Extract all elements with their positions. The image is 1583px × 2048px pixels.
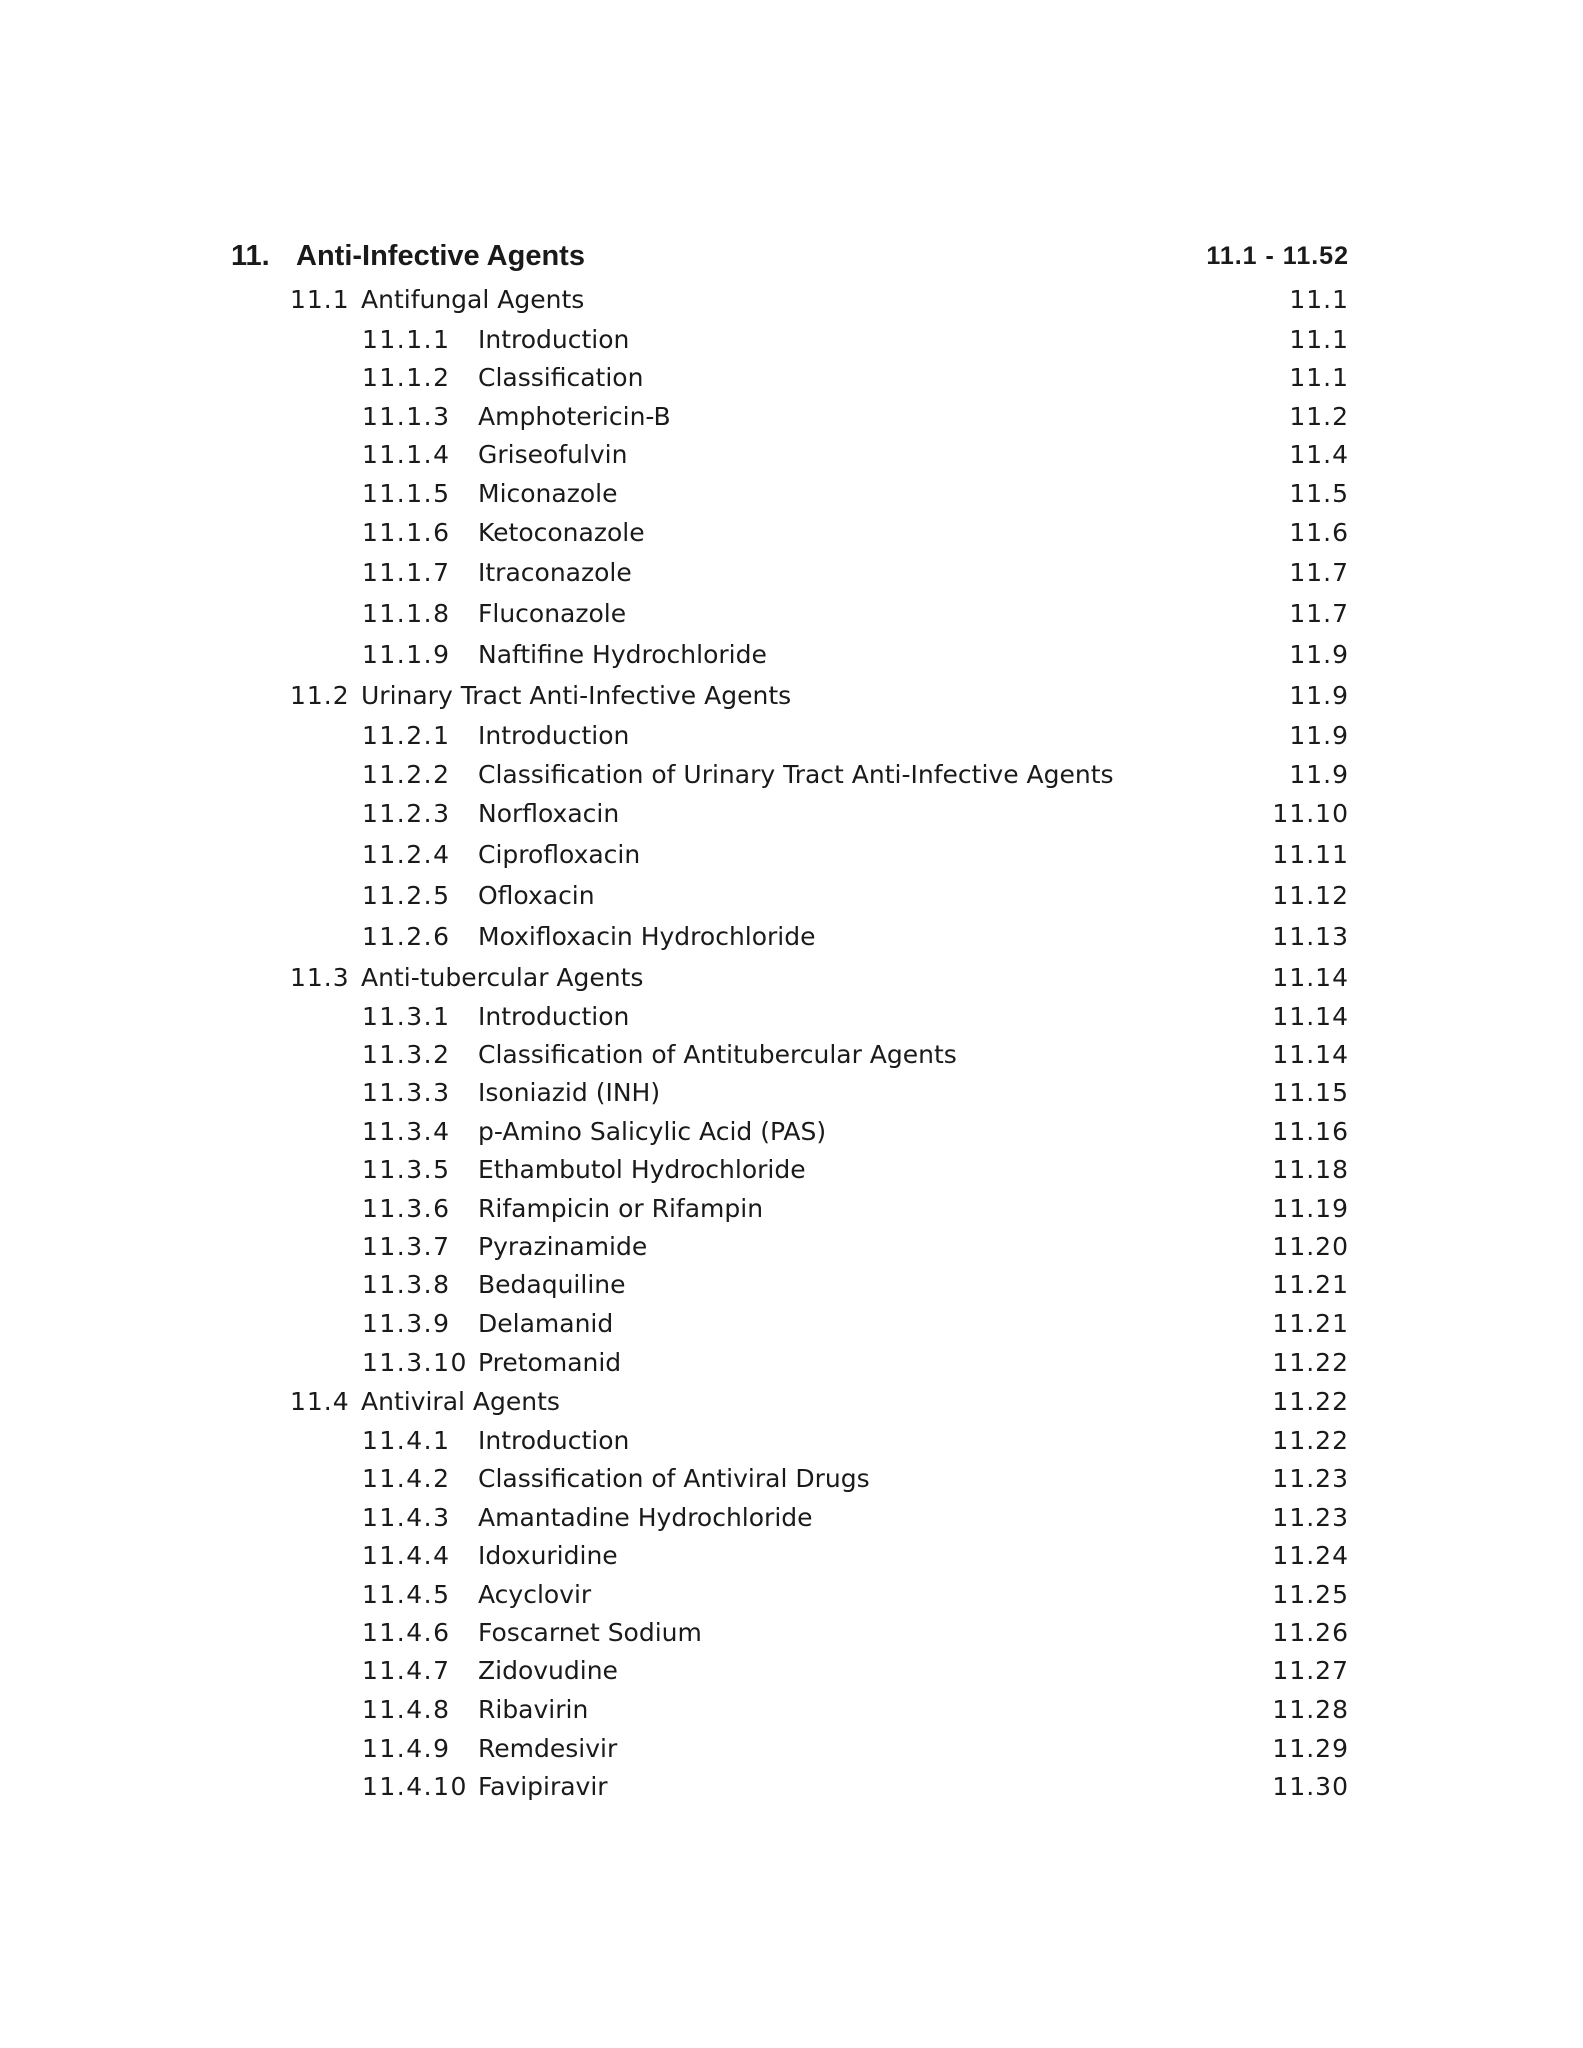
entry-title: Anti-tubercular Agents <box>361 963 644 992</box>
entry-title: Bedaquiline <box>478 1270 626 1299</box>
entry-number: 11.3.5 <box>362 1155 451 1184</box>
entry-number: 11.4 <box>290 1387 350 1416</box>
entry-number: 11.3.8 <box>362 1270 451 1299</box>
toc-subsection-entry <box>0 1112 1349 1152</box>
entry-title: Moxifloxacin Hydrochloride <box>478 922 816 951</box>
entry-number: 11.2 <box>290 681 350 710</box>
toc-subsection-entry <box>0 1575 1349 1615</box>
entry-page-number: 11.23 <box>1272 1464 1349 1493</box>
toc-subsection-entry <box>0 1613 1349 1653</box>
entry-title: p-Amino Salicylic Acid (PAS) <box>478 1117 827 1146</box>
entry-number: 11.2.2 <box>362 760 451 789</box>
entry-title: Miconazole <box>478 479 618 508</box>
entry-title: Introduction <box>478 721 630 750</box>
entry-page-number: 11.6 <box>1289 518 1349 547</box>
entry-page-number: 11.22 <box>1272 1426 1349 1455</box>
entry-page-number: 11.5 <box>1289 479 1349 508</box>
entry-title: Naftifine Hydrochloride <box>478 640 767 669</box>
entry-page-number: 11.7 <box>1289 558 1349 587</box>
entry-number: 11.1.2 <box>362 363 451 392</box>
entry-page-number: 11.10 <box>1272 799 1349 828</box>
entry-page-number: 11.21 <box>1272 1270 1349 1299</box>
entry-page-number: 11.16 <box>1272 1117 1349 1146</box>
entry-page-number: 11.13 <box>1272 922 1349 951</box>
entry-title: Favipiravir <box>478 1772 608 1801</box>
entry-title: Amantadine Hydrochloride <box>478 1503 813 1532</box>
chapter-number: 11. <box>231 240 270 272</box>
entry-page-number: 11.26 <box>1272 1618 1349 1647</box>
entry-page-number: 11.1 <box>1289 325 1349 354</box>
entry-number: 11.4.3 <box>362 1503 451 1532</box>
toc-subsection-entry <box>0 997 1349 1037</box>
entry-title: Isoniazid (INH) <box>478 1078 661 1107</box>
entry-number: 11.4.5 <box>362 1580 451 1609</box>
entry-title: Amphotericin-B <box>478 402 671 431</box>
entry-title: Pretomanid <box>478 1348 622 1377</box>
entry-page-number: 11.9 <box>1289 760 1349 789</box>
entry-page-number: 11.15 <box>1272 1078 1349 1107</box>
toc-subsection-entry <box>0 594 1349 634</box>
toc-subsection-entry <box>0 794 1349 834</box>
entry-number: 11.3.3 <box>362 1078 451 1107</box>
entry-page-number: 11.14 <box>1272 963 1349 992</box>
entry-page-number: 11.4 <box>1289 440 1349 469</box>
entry-title: Pyrazinamide <box>478 1232 648 1261</box>
entry-title: Acyclovir <box>478 1580 592 1609</box>
entry-title: Ketoconazole <box>478 518 645 547</box>
entry-number: 11.4.8 <box>362 1695 451 1724</box>
entry-title: Ethambutol Hydrochloride <box>478 1155 806 1184</box>
entry-title: Classification <box>478 363 644 392</box>
toc-subsection-entry <box>0 1227 1349 1267</box>
entry-page-number: 11.30 <box>1272 1772 1349 1801</box>
entry-number: 11.1.3 <box>362 402 451 431</box>
chapter-page-range: 11.1 - 11.52 <box>1206 242 1349 270</box>
entry-number: 11.1 <box>290 285 350 314</box>
entry-page-number: 11.27 <box>1272 1656 1349 1685</box>
entry-number: 11.4.4 <box>362 1541 451 1570</box>
toc-section-entry <box>0 280 1349 320</box>
toc-subsection-entry <box>0 320 1349 360</box>
entry-title: Remdesivir <box>478 1734 618 1763</box>
entry-title: Classification of Urinary Tract Anti-Infective Agents <box>478 760 1114 789</box>
entry-number: 11.1.5 <box>362 479 451 508</box>
entry-page-number: 11.14 <box>1272 1002 1349 1031</box>
entry-number: 11.1.1 <box>362 325 451 354</box>
toc-subsection-entry <box>0 1767 1349 1807</box>
entry-title: Antifungal Agents <box>361 285 585 314</box>
toc-subsection-entry <box>0 1189 1349 1229</box>
chapter-title: Anti-Infective Agents <box>296 240 585 272</box>
entry-number: 11.3.6 <box>362 1194 451 1223</box>
toc-section-entry <box>0 1382 1349 1422</box>
entry-page-number: 11.24 <box>1272 1541 1349 1570</box>
entry-number: 11.3.9 <box>362 1309 451 1338</box>
entry-page-number: 11.25 <box>1272 1580 1349 1609</box>
entry-number: 11.3.4 <box>362 1117 451 1146</box>
toc-subsection-entry <box>0 1304 1349 1344</box>
entry-title: Classification of Antiviral Drugs <box>478 1464 870 1493</box>
entry-page-number: 11.9 <box>1289 640 1349 669</box>
toc-subsection-entry <box>0 553 1349 593</box>
entry-title: Introduction <box>478 325 630 354</box>
entry-title: Introduction <box>478 1002 630 1031</box>
entry-title: Fluconazole <box>478 599 627 628</box>
toc-subsection-entry <box>0 835 1349 875</box>
toc-subsection-entry <box>0 1729 1349 1769</box>
entry-page-number: 11.7 <box>1289 599 1349 628</box>
toc-subsection-entry <box>0 1690 1349 1730</box>
entry-number: 11.2.5 <box>362 881 451 910</box>
toc-subsection-entry <box>0 397 1349 437</box>
entry-number: 11.1.6 <box>362 518 451 547</box>
entry-number: 11.3.10 <box>362 1348 468 1377</box>
toc-subsection-entry <box>0 1421 1349 1461</box>
chapter-heading <box>0 236 1349 276</box>
toc-subsection-entry <box>0 1073 1349 1113</box>
entry-page-number: 11.22 <box>1272 1348 1349 1377</box>
toc-subsection-entry <box>0 1651 1349 1691</box>
entry-page-number: 11.9 <box>1289 721 1349 750</box>
entry-page-number: 11.23 <box>1272 1503 1349 1532</box>
entry-title: Rifampicin or Rifampin <box>478 1194 764 1223</box>
entry-title: Ciprofloxacin <box>478 840 641 869</box>
entry-title: Zidovudine <box>478 1656 618 1685</box>
toc-subsection-entry <box>0 1150 1349 1190</box>
entry-title: Delamanid <box>478 1309 614 1338</box>
entry-number: 11.1.9 <box>362 640 451 669</box>
entry-page-number: 11.22 <box>1272 1387 1349 1416</box>
entry-title: Classification of Antitubercular Agents <box>478 1040 957 1069</box>
entry-number: 11.2.6 <box>362 922 451 951</box>
entry-title: Itraconazole <box>478 558 632 587</box>
entry-number: 11.3.2 <box>362 1040 451 1069</box>
entry-number: 11.2.1 <box>362 721 451 750</box>
toc-subsection-entry <box>0 1343 1349 1383</box>
entry-page-number: 11.2 <box>1289 402 1349 431</box>
toc-subsection-entry <box>0 755 1349 795</box>
toc-subsection-entry <box>0 435 1349 475</box>
entry-page-number: 11.21 <box>1272 1309 1349 1338</box>
toc-subsection-entry <box>0 358 1349 398</box>
entry-page-number: 11.19 <box>1272 1194 1349 1223</box>
entry-number: 11.4.1 <box>362 1426 451 1455</box>
entry-number: 11.1.4 <box>362 440 451 469</box>
entry-title: Introduction <box>478 1426 630 1455</box>
entry-number: 11.2.3 <box>362 799 451 828</box>
entry-page-number: 11.1 <box>1289 363 1349 392</box>
toc-subsection-entry <box>0 1498 1349 1538</box>
entry-number: 11.3 <box>290 963 350 992</box>
entry-title: Urinary Tract Anti-Infective Agents <box>361 681 792 710</box>
entry-number: 11.4.2 <box>362 1464 451 1493</box>
toc-subsection-entry <box>0 513 1349 553</box>
entry-number: 11.4.9 <box>362 1734 451 1763</box>
entry-title: Antiviral Agents <box>361 1387 560 1416</box>
toc-subsection-entry <box>0 1459 1349 1499</box>
toc-subsection-entry <box>0 917 1349 957</box>
entry-title: Foscarnet Sodium <box>478 1618 702 1647</box>
entry-page-number: 11.18 <box>1272 1155 1349 1184</box>
entry-title: Norfloxacin <box>478 799 620 828</box>
toc-subsection-entry <box>0 474 1349 514</box>
toc-subsection-entry <box>0 635 1349 675</box>
entry-page-number: 11.28 <box>1272 1695 1349 1724</box>
toc-subsection-entry <box>0 716 1349 756</box>
entry-number: 11.4.7 <box>362 1656 451 1685</box>
entry-title: Idoxuridine <box>478 1541 618 1570</box>
toc-subsection-entry <box>0 1536 1349 1576</box>
toc-subsection-entry <box>0 876 1349 916</box>
entry-number: 11.1.7 <box>362 558 451 587</box>
entry-page-number: 11.9 <box>1289 681 1349 710</box>
entry-page-number: 11.14 <box>1272 1040 1349 1069</box>
entry-page-number: 11.20 <box>1272 1232 1349 1261</box>
entry-number: 11.4.6 <box>362 1618 451 1647</box>
entry-number: 11.4.10 <box>362 1772 468 1801</box>
toc-subsection-entry <box>0 1265 1349 1305</box>
entry-title: Ofloxacin <box>478 881 595 910</box>
entry-page-number: 11.1 <box>1289 285 1349 314</box>
entry-number: 11.3.7 <box>362 1232 451 1261</box>
entry-title: Griseofulvin <box>478 440 628 469</box>
entry-page-number: 11.12 <box>1272 881 1349 910</box>
entry-page-number: 11.29 <box>1272 1734 1349 1763</box>
entry-number: 11.3.1 <box>362 1002 451 1031</box>
entry-number: 11.1.8 <box>362 599 451 628</box>
toc-section-entry <box>0 676 1349 716</box>
entry-number: 11.2.4 <box>362 840 451 869</box>
entry-title: Ribavirin <box>478 1695 589 1724</box>
toc-section-entry <box>0 958 1349 998</box>
entry-page-number: 11.11 <box>1272 840 1349 869</box>
toc-subsection-entry <box>0 1035 1349 1075</box>
